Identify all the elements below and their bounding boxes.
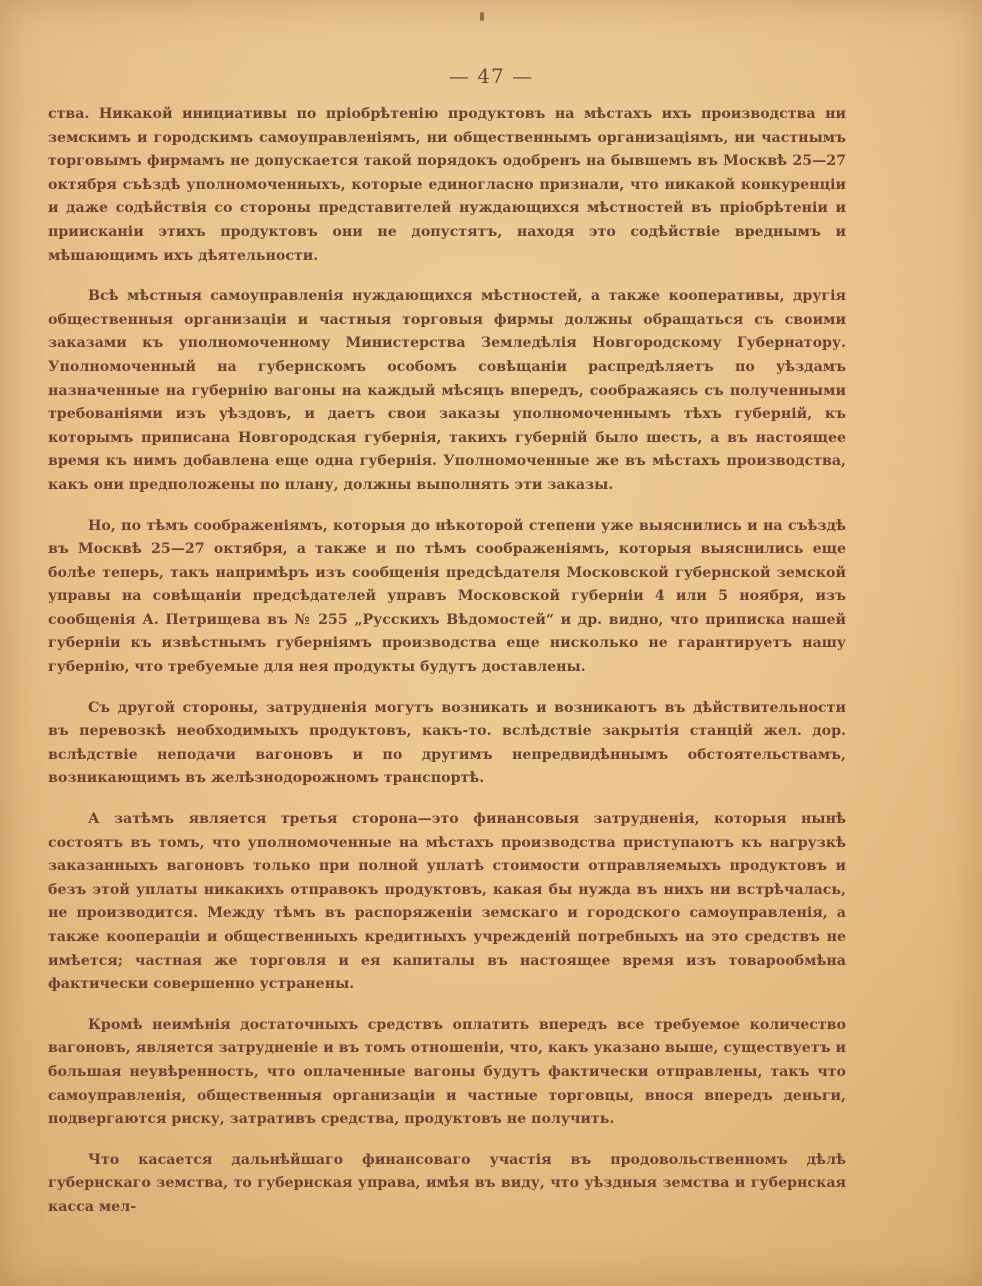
paragraph-4: Съ другой стороны, затрудненія могутъ возникать и возникаютъ въ дѣйствительности въ перевозкѣ необходимыхъ продуктовъ, какъ-то. вслѣдствіе закрытія станцій жел. дор. вслѣдствіе неподачи вагоновъ и по другимъ непредвидѣннымъ обстоятельствамъ, возникающимъ въ желѣзнодорожномъ транспортѣ. xyxy=(48,699,846,787)
paragraph-5: А затѣмъ является третья сторона—это финансовыя затрудненія, которыя нынѣ состоятъ въ томъ, что уполномоченные на мѣстахъ производства приступаютъ къ нагрузкѣ заказанныхъ вагоновъ только при полной уплатѣ стоимости отправляемыхъ продуктовъ и безъ этой уплаты никакихъ отправокъ продуктовъ, какая бы нужда въ нихъ ни встрѣчалась, не производится. Между тѣмъ въ распоряженіи земскаго и городского самоуправленія, а также коопераціи и общественныхъ кредитныхъ учрежденій потребныхъ на это средствъ не имѣется; частная же торговля и ея капиталы въ настоящее время изъ товарообмѣна фактически совершенно устранены. xyxy=(48,811,846,993)
paragraph-6: Кромѣ неимѣнія достаточныхъ средствъ оплатить впередъ все требуемое количество вагоновъ, является затрудненіе и въ томъ отношеніи, что, какъ указано выше, существуетъ и большая неувѣренность, что оплаченные вагоны будутъ фактически отправлены, такъ что самоуправленія, общественныя организаціи и частные торговцы, внося впередъ деньги, подвергаются риску, затративъ средства, продуктовъ не получить. xyxy=(48,1016,846,1128)
page-number: — 47 — xyxy=(448,64,534,88)
paragraph-1: ства. Никакой инициативы по пріобрѣтенію продуктовъ на мѣстахъ ихъ производства ни земскимъ и городскимъ самоуправленіямъ, ни общественнымъ организаціямъ, ни частнымъ торговымъ фирмамъ не допускается такой порядокъ одобренъ на бывшемъ въ Москвѣ 25—27 октября съѣздѣ уполномоченныхъ, которые единогласно признали, что никакой конкуренціи и даже содѣйствія со стороны представителей нуждающихся мѣстностей въ пріобрѣтеніи и приисканіи этихъ продуктовъ они не допустятъ, находя это содѣйствіе вреднымъ и мѣшающимъ ихъ дѣятельности. xyxy=(48,106,846,264)
paragraph-7: Что касается дальнѣйшаго финансоваго участія въ продовольственномъ дѣлѣ губернскаго земства, то губернская управа, имѣя въ виду, что уѣздныя земства и губернская касса мел- xyxy=(48,1151,846,1215)
paragraph-2: Всѣ мѣстныя самоуправленія нуждающихся мѣстностей, а также кооперативы, другія общественныя организаціи и частныя торговыя фирмы должны обращаться съ своими заказами къ уполномоченному Министерства Земледѣлія Новгородскому Губернатору. Уполномоченный на губернскомъ особомъ совѣщаніи распредѣляетъ по уѣздамъ назначенные на губернію вагоны на каждый мѣсяцъ впередъ, соображаясь съ полученными требованіями изъ уѣздовъ, и даетъ свои заказы уполномоченнымъ тѣхъ губерній, къ которымъ приписана Новгородская губернія, такихъ губерній было шесть, а въ настоящее время къ нимъ добавлена еще одна губернія. Уполномоченные же въ мѣстахъ производства, какъ они предположены по плану, должны выполнять эти заказы. xyxy=(48,288,846,493)
body-text xyxy=(48,103,846,1237)
paragraph-3: Но, по тѣмъ соображеніямъ, которыя до нѣкоторой степени уже выяснились и на съѣздѣ въ Москвѣ 25—27 октября, а также и по тѣмъ соображеніямъ, которыя выяснились еще болѣе теперь, такъ напримѣръ изъ сообщенія предсѣдателя Московской губернской земской управы на совѣщаніи предсѣдателей управъ Московской губерніи 4 или 5 ноября, изъ сообщенія А. Петрищева въ № 255 „Русскихъ Вѣдомостей“ и др. видно, что приписка нашей губерніи къ извѣстнымъ губерніямъ производства еще нисколько не гарантируетъ нашу губернію, что требуемые для нея продукты будутъ доставлены. xyxy=(48,517,846,676)
ink-mark xyxy=(480,12,484,21)
